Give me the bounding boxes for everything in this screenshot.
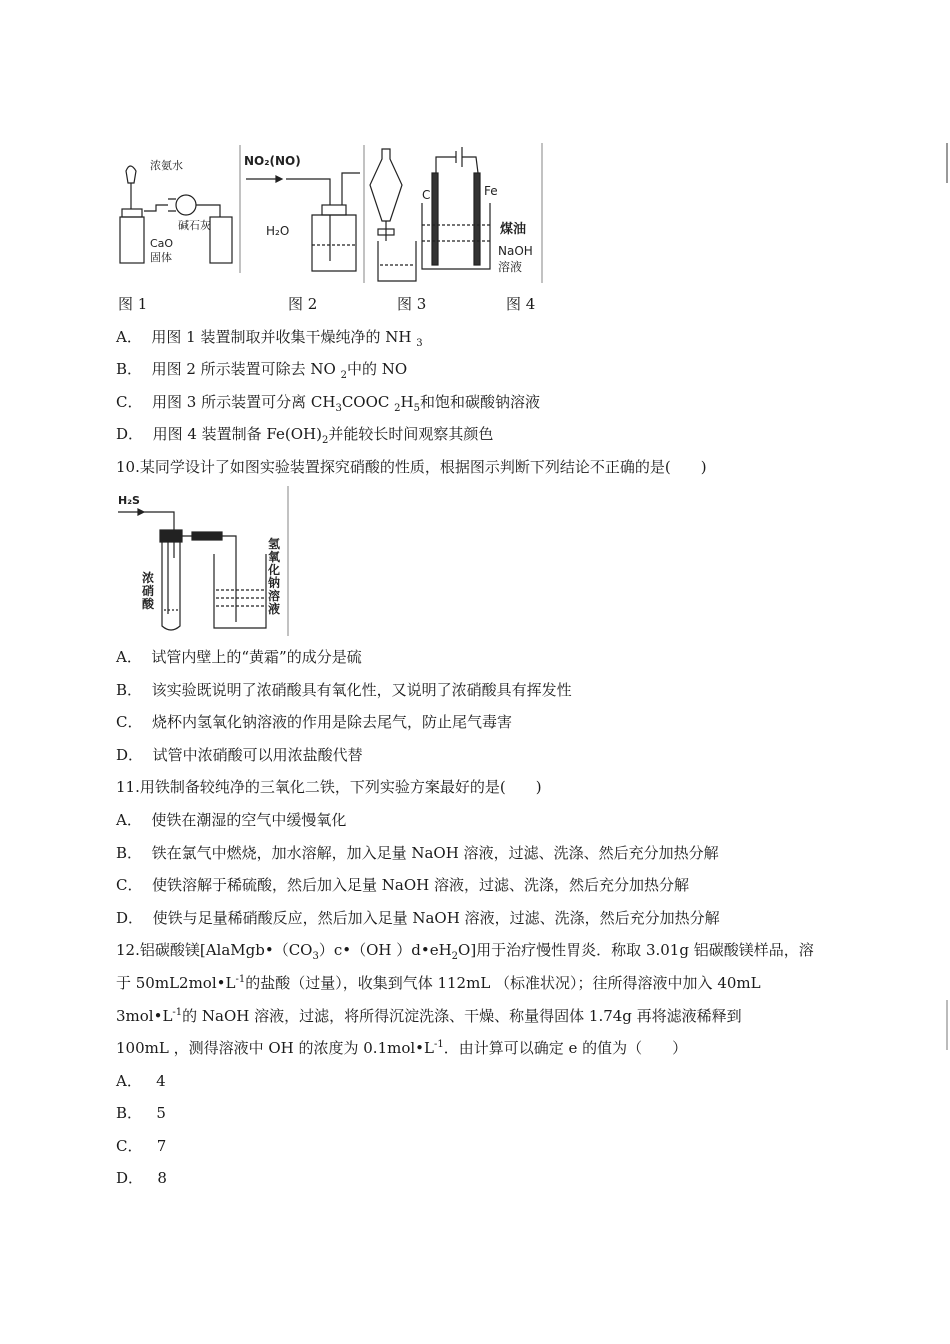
q10-option-c: C． 烧杯内氢氧化钠溶液的作用是除去尾气，防止尾气毒害 — [116, 713, 513, 731]
q10-fig-label-naoh: 氢氧化钠溶液 — [268, 537, 281, 616]
fig4-label-fe: Fe — [484, 184, 498, 198]
caption-fig2: 图 2 — [288, 295, 318, 313]
fig4-label-c: C — [422, 188, 431, 202]
fig2-label-gas: NO₂(NO) — [244, 154, 301, 168]
q9-option-b: B． 用图 2 所示装置可除去 NO $_2$中的 NO — [116, 360, 408, 381]
fig4-label-kerosene: 煤油 — [500, 222, 527, 237]
caption-fig1: 图 1 — [118, 295, 148, 313]
q12-stem-line1: 12.铝碳酸镁[$AlaMgb•(CO_3)c•(OH$ ）$d•eH_2O$]用于治疗慢性胃炎．称取 3.01g 铝碳酸镁样品，溶 — [116, 941, 814, 962]
page-edge-mark-lower — [946, 1000, 948, 1050]
q12-stem-line2: 于 $50mL2mol•L^{-1}$的盐酸（过量），收集到气体 112mL （标准状况）；往所得溶液中加入 40mL — [116, 974, 761, 992]
fig1-label-cao: CaO — [150, 237, 174, 250]
q9-option-a: A． 用图 1 装置制取并收集干燥纯净的 NH $_3$ — [116, 328, 423, 349]
apparatus-figures-svg — [116, 143, 544, 285]
caption-fig3: 图 3 — [397, 295, 427, 313]
fig2-label-water: H₂O — [266, 224, 290, 238]
caption-fig4: 图 4 — [506, 295, 536, 313]
fig4-label-naoh: NaOH — [498, 244, 533, 258]
q10-option-b: B． 该实验既说明了浓硝酸具有氧化性，又说明了浓硝酸具有挥发性 — [116, 681, 572, 699]
page-edge-mark — [946, 143, 948, 183]
q11-option-c: C． 使铁溶解于稀硫酸，然后加入足量 NaOH 溶液，过滤、洗涤，然后充分加热分解 — [116, 876, 690, 894]
q9-option-d: D． 用图 4 装置制备 $Fe(OH)_2$并能较长时间观察其颜色 — [116, 425, 494, 446]
q9-option-c: C． 用图 3 所示装置可分离 $CH_3COOC$ $_2H_5$和饱和碳酸钠溶液 — [116, 393, 541, 414]
q12-stem-line4: 100mL ，测得溶液中 OH 的浓度为 $0.1mol•L^{-1}$．由计算可以确定 e 的值为（ ） — [116, 1039, 688, 1057]
fig1-label-ammonia: 浓氨水 — [150, 159, 183, 172]
fig4-label-solution: 溶液 — [498, 260, 523, 274]
fig1-label-soda-lime: 碱石灰 — [178, 219, 211, 232]
q10-apparatus-svg — [116, 486, 292, 636]
q10-fig-label-h2s: H₂S — [118, 494, 140, 507]
q12-option-d: D． 8 — [116, 1169, 167, 1187]
apparatus-figure-strip — [116, 143, 544, 285]
q10-fig-label-conc-nitric: 浓硝酸 — [142, 571, 155, 611]
q10-option-d: D． 试管中浓硝酸可以用浓盐酸代替 — [116, 746, 363, 764]
q12-option-c: C． 7 — [116, 1137, 167, 1155]
fig1-label-solid: 固体 — [150, 251, 172, 264]
q11-option-a: A． 使铁在潮湿的空气中缓慢氧化 — [116, 811, 347, 829]
q10-option-a: A． 试管内壁上的“黄霜”的成分是硫 — [116, 648, 362, 666]
q10-apparatus-figure — [116, 486, 292, 636]
q11-option-b: B． 铁在氯气中燃烧，加水溶解，加入足量 NaOH 溶液，过滤、洗涤、然后充分加热分解 — [116, 844, 719, 862]
q12-stem-line3: $3mol•L^{-1}$的 NaOH 溶液，过滤，将所得沉淀洗涤、干燥、称量得固体 1.74g 再将滤液稀释到 — [116, 1007, 742, 1025]
q10-stem: 10.某同学设计了如图实验装置探究硝酸的性质，根据图示判断下列结论不正确的是( ) — [116, 458, 707, 476]
q12-option-b: B． 5 — [116, 1104, 166, 1122]
q11-option-d: D． 使铁与足量稀硝酸反应，然后加入足量 NaOH 溶液，过滤、洗涤，然后充分加热分解 — [116, 909, 720, 927]
q11-stem: 11.用铁制备较纯净的三氧化二铁，下列实验方案最好的是( ) — [116, 778, 542, 796]
q12-option-a: A． 4 — [116, 1072, 166, 1090]
